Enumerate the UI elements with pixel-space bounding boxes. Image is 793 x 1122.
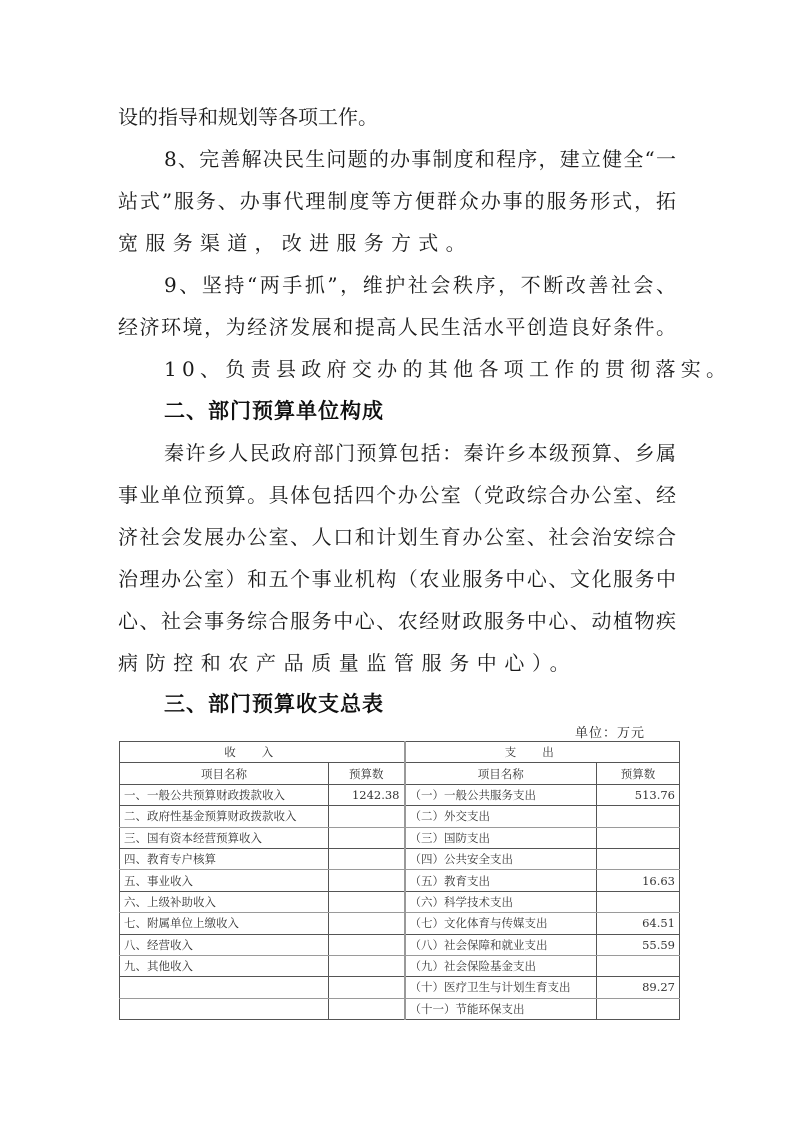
expense-header-text: 支出 <box>504 745 580 760</box>
expense-item-name: （十一）节能环保支出 <box>405 998 597 1019</box>
income-item-name: 四、教育专户核算 <box>120 848 329 869</box>
income-item-name <box>120 998 329 1019</box>
income-item-amount <box>329 934 405 955</box>
table-row <box>120 934 680 955</box>
income-item-name: 六、上级补助收入 <box>120 891 329 912</box>
income-item-name: 二、政府性基金预算财政拨款收入 <box>120 806 329 827</box>
unit-label: 单位：万元 <box>575 726 646 741</box>
expense-item-amount: 89.27 <box>597 977 680 998</box>
body-line: 宽服务渠道，改进服务方式。 <box>118 231 473 255</box>
expense-item-name: （九）社会保险基金支出 <box>405 955 597 976</box>
income-group-header <box>120 742 405 763</box>
body-line: 设的指导和规划等各项工作。 <box>118 105 378 129</box>
body-line: 病防控和农产品质量监管服务中心）。 <box>118 651 578 675</box>
table-row <box>120 955 680 976</box>
income-item-name: 七、附属单位上缴收入 <box>120 913 329 934</box>
expense-item-amount <box>597 998 680 1019</box>
expense-item-name: （十）医疗卫生与计划生育支出 <box>405 977 597 998</box>
expense-item-amount <box>597 891 680 912</box>
income-item-amount <box>329 998 405 1019</box>
income-item-amount <box>329 913 405 934</box>
table-row <box>120 806 680 827</box>
expense-item-name: （八）社会保障和就业支出 <box>405 934 597 955</box>
expense-item-name: （三）国防支出 <box>405 827 597 848</box>
table-row <box>120 913 680 934</box>
income-item-amount <box>329 848 405 869</box>
expense-item-name: （二）外交支出 <box>405 806 597 827</box>
income-item-name <box>120 977 329 998</box>
table-row <box>120 827 680 848</box>
body-line: 8、完善解决民生问题的办事制度和程序，建立健全“一 <box>164 147 676 171</box>
income-header-text: 收入 <box>224 745 300 760</box>
expense-item-amount <box>597 848 680 869</box>
income-item-amount <box>329 891 405 912</box>
section-heading: 二、部门预算单位构成 <box>164 399 384 423</box>
body-line: 心、社会事务综合服务中心、农经财政服务中心、动植物疾 <box>118 609 676 633</box>
income-item-name: 九、其他收入 <box>120 955 329 976</box>
expense-group-header <box>405 742 680 763</box>
expense-item-amount: 55.59 <box>597 934 680 955</box>
expense-item-name: （五）教育支出 <box>405 870 597 891</box>
body-line: 治理办公室）和五个事业机构（农业服务中心、文化服务中 <box>118 567 676 591</box>
expense-item-amount: 64.51 <box>597 913 680 934</box>
income-item-name: 一、一般公共预算财政拨款收入 <box>120 784 329 805</box>
section-heading: 三、部门预算收支总表 <box>164 692 384 716</box>
expense-col-name-header: 项目名称 <box>405 763 597 784</box>
income-col-amount-header: 预算数 <box>329 763 405 784</box>
expense-item-name: （六）科学技术支出 <box>405 891 597 912</box>
expense-item-name: （七）文化体育与传媒支出 <box>405 913 597 934</box>
table-row <box>120 870 680 891</box>
income-item-amount <box>329 977 405 998</box>
expense-item-amount: 16.63 <box>597 870 680 891</box>
expense-item-amount <box>597 827 680 848</box>
income-item-name: 五、事业收入 <box>120 870 329 891</box>
body-line: 事业单位预算。具体包括四个办公室（党政综合办公室、经 <box>118 483 676 507</box>
table-group-header-row <box>120 742 680 763</box>
expense-col-amount-header: 预算数 <box>597 763 680 784</box>
expense-item-name: （一）一般公共服务支出 <box>405 784 597 805</box>
income-item-amount <box>329 955 405 976</box>
expense-item-amount <box>597 955 680 976</box>
income-item-amount <box>329 827 405 848</box>
table-row <box>120 891 680 912</box>
expense-item-amount <box>597 806 680 827</box>
income-item-name: 三、国有资本经营预算收入 <box>120 827 329 848</box>
table-column-header-row <box>120 763 680 784</box>
income-item-amount <box>329 870 405 891</box>
income-item-amount <box>329 806 405 827</box>
body-line: 经济环境，为经济发展和提高人民生活水平创造良好条件。 <box>118 315 676 339</box>
table-row <box>120 784 680 805</box>
income-item-amount: 1242.38 <box>329 784 405 805</box>
body-line: 10、负责县政府交办的其他各项工作的贯彻落实。 <box>164 357 732 381</box>
income-item-name: 八、经营收入 <box>120 934 329 955</box>
body-line: 秦许乡人民政府部门预算包括：秦许乡本级预算、乡属 <box>164 441 676 465</box>
table-row <box>120 998 680 1019</box>
body-line: 9、坚持“两手抓”，维护社会秩序，不断改善社会、 <box>164 273 676 297</box>
table-row <box>120 848 680 869</box>
income-col-name-header: 项目名称 <box>120 763 329 784</box>
budget-summary-table <box>119 741 680 1020</box>
expense-item-amount: 513.76 <box>597 784 680 805</box>
body-line: 济社会发展办公室、人口和计划生育办公室、社会治安综合 <box>118 525 676 549</box>
expense-item-name: （四）公共安全支出 <box>405 848 597 869</box>
body-line: 站式”服务、办事代理制度等方便群众办事的服务形式，拓 <box>118 189 676 213</box>
table-row <box>120 977 680 998</box>
